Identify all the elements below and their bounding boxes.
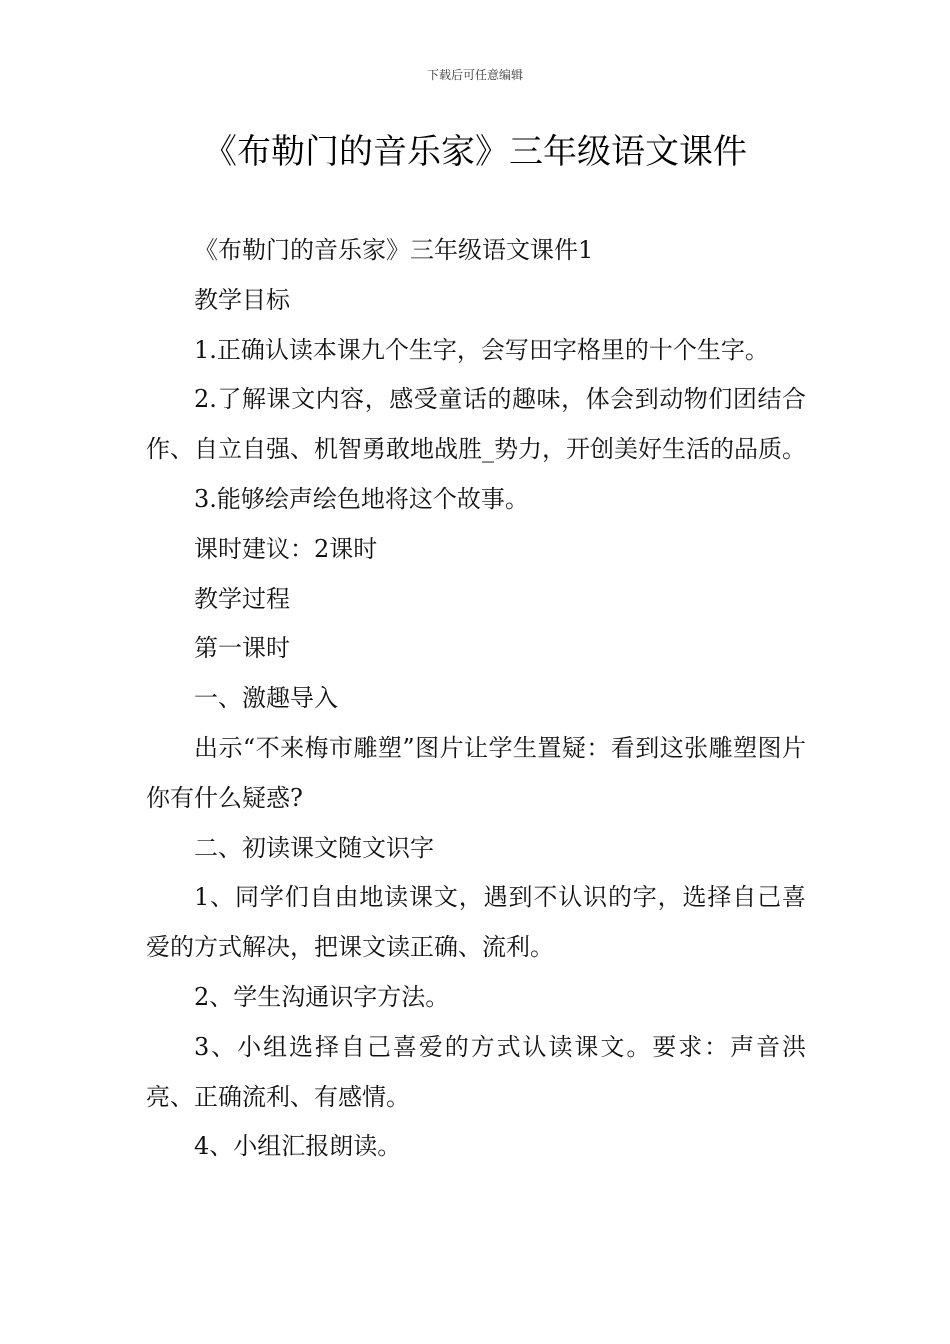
paragraph-teaching-goals-heading: 教学目标 <box>194 285 290 314</box>
paragraph-lesson-suggestion: 课时建议：2课时 <box>194 534 378 563</box>
paragraph-section-1-text: 出示“不来梅市雕塑”图片让学生置疑：看到这张雕塑图片你有什么疑惑? <box>146 733 806 812</box>
header-note: 下载后可任意编辑 <box>426 68 523 82</box>
paragraph-step-4: 4、小组汇报朗读。 <box>194 1132 402 1161</box>
paragraph-step-2: 2、学生沟通识字方法。 <box>194 982 450 1011</box>
paragraph-first-lesson: 第一课时 <box>194 634 290 663</box>
paragraph-goal-1: 1.正确认读本课九个生字，会写田字格里的十个生字。 <box>194 335 769 364</box>
document-body <box>146 226 806 1172</box>
paragraph-step-1: 1、同学们自由地读课文，遇到不认识的字，选择自己喜爱的方式解决，把课文读正确、流利。 <box>146 883 806 962</box>
paragraph-goal-3: 3.能够绘声绘色地将这个故事。 <box>194 484 529 513</box>
paragraph-teaching-process-heading: 教学过程 <box>194 584 290 613</box>
paragraph-section-1-heading: 一、激趣导入 <box>194 684 338 713</box>
paragraph-subtitle: 《布勒门的音乐家》三年级语文课件1 <box>194 236 594 264</box>
paragraph-step-3: 3、小组选择自己喜爱的方式认读课文。要求：声音洪亮、正确流利、有感情。 <box>146 1032 806 1111</box>
document-title: 《布勒门的音乐家》三年级语文课件 <box>203 132 747 172</box>
paragraph-goal-2: 2.了解课文内容，感受童话的趣味，体会到动物们团结合作、自立自强、机智勇敢地战胜_势力，开创美好生活的品质。 <box>146 385 806 464</box>
paragraph-section-2-heading: 二、初读课文随文识字 <box>194 833 434 862</box>
